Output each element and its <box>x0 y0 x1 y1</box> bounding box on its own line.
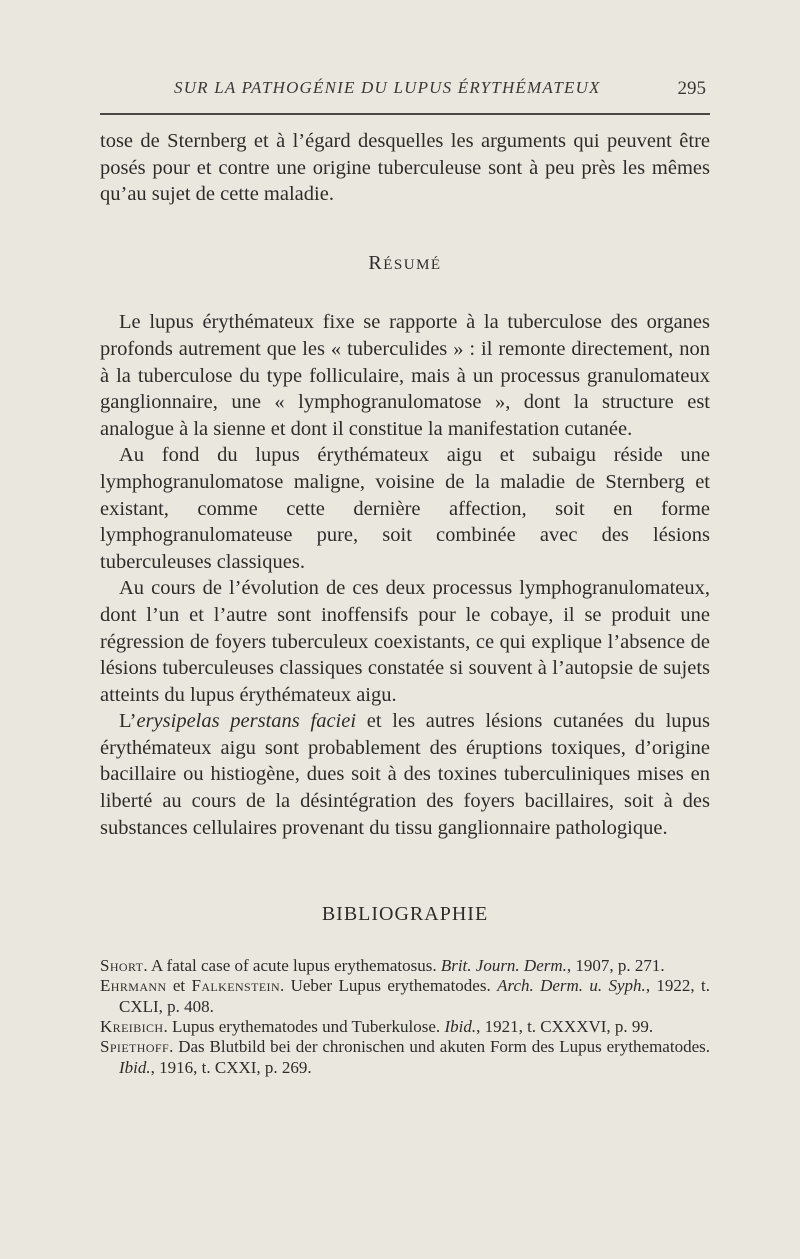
ref-text: . Ueber Lupus erythematodes. <box>280 976 498 996</box>
intro-paragraph: tose de Sternberg et à l’égard desquelles les arguments qui peuvent être posés pour et contre une origine tuberculeuse sont à peu près les mêmes qu’au sujet de cette maladie. <box>100 130 710 206</box>
ref-text: . Lupus erythematodes und Tuberkulose. <box>163 1017 445 1037</box>
ref-author: Short <box>100 955 144 975</box>
ref-author: Spiethoff <box>100 1037 170 1057</box>
main-text <box>100 128 710 1078</box>
reference-item <box>100 976 710 1017</box>
bibliography-heading: BIBLIOGRAPHIE <box>321 903 489 926</box>
p4-italic: erysipelas perstans faciei <box>136 710 357 733</box>
resume-paragraph-2: Au fond du lupus érythémateux aigu et subaigu réside une lymphogranulomatose maligne, voisine de la maladie de Sternberg et existant, comme cette dernière affection, soit en forme lymphogranulomateuse pure, soit combinée avec des lésions tuberculeuses classiques. <box>100 444 710 573</box>
ref-author: Kreibich <box>100 1017 164 1037</box>
reference-item <box>100 1037 710 1078</box>
ref-journal: Arch. Derm. u. Syph. <box>497 976 646 996</box>
ref-author-2: Falkenstein <box>191 976 281 996</box>
page-number: 295 <box>677 78 706 99</box>
ref-text: . A fatal case of acute lupus erythematosus. <box>143 955 441 975</box>
resume-paragraph-1: Le lupus érythémateux fixe se rapporte à la tuberculose des organes profonds autrement que les « tuberculides » : il remonte directement, non à la tuberculose du type folliculaire, mais à un processus granulomateux ganglionnaire, une « lymphogranulomatose », dont la structure est analogue à la sienne et dont il constitue la manifestation cutanée. <box>100 311 710 440</box>
resume-heading-initial: R <box>368 251 384 274</box>
ref-journal: Ibid. <box>444 1017 477 1037</box>
ref-conjunction: et <box>166 976 192 996</box>
reference-item <box>100 956 710 976</box>
resume-heading <box>100 250 710 279</box>
header-rule <box>100 113 710 115</box>
running-title: SUR LA PATHOGÉNIE DU LUPUS ÉRYTHÉMATEUX <box>174 78 601 97</box>
page-header <box>100 76 710 106</box>
ref-journal: Brit. Journ. Derm. <box>440 955 567 975</box>
resume-paragraph-3: Au cours de l’évolution de ces deux processus lymphogranulomateux, dont l’un et l’autre sont inoffensifs pour le cobaye, il se produit une régression de foyers tuberculeux coexistants, ce qui explique l’absence de lésions tuberculeuses classiques constatée si souvent à l’autopsie de sujets atteints du lupus érythémateux aigu. <box>100 577 710 706</box>
ref-author: Ehrmann <box>100 976 167 996</box>
p4-rest: et les autres lésions cutanées du lupus érythémateux aigu sont probablement des éruptions toxiques, d’origine bacillaire ou histiogène, dues soit à des toxines tuberculiniques mises en liberté au cours de la désintégration des foyers bacillaires, soit à des substances cellulaires provenant du tissu ganglionnaire pathologique. <box>100 710 711 839</box>
ref-tail: , 1907, p. 271. <box>566 955 665 975</box>
ref-tail: , 1921, t. CXXXVI, p. 99. <box>476 1017 654 1037</box>
resume-paragraph-4 <box>100 708 710 841</box>
ref-text: . Das Blutbild bei der chronischen und akuten Form des Lupus erythematodes. <box>169 1037 710 1057</box>
ref-tail: , 1916, t. CXXI, p. 269. <box>150 1057 312 1077</box>
resume-heading-rest: ÉSUMÉ <box>383 256 442 273</box>
p4-prefix: L’ <box>119 710 137 733</box>
ref-journal: Ibid. <box>119 1057 151 1077</box>
reference-item <box>100 1017 710 1037</box>
bibliography-list <box>100 956 710 1078</box>
ref-tail: , 1922, t. CXLI, p. 408. <box>119 976 710 1016</box>
